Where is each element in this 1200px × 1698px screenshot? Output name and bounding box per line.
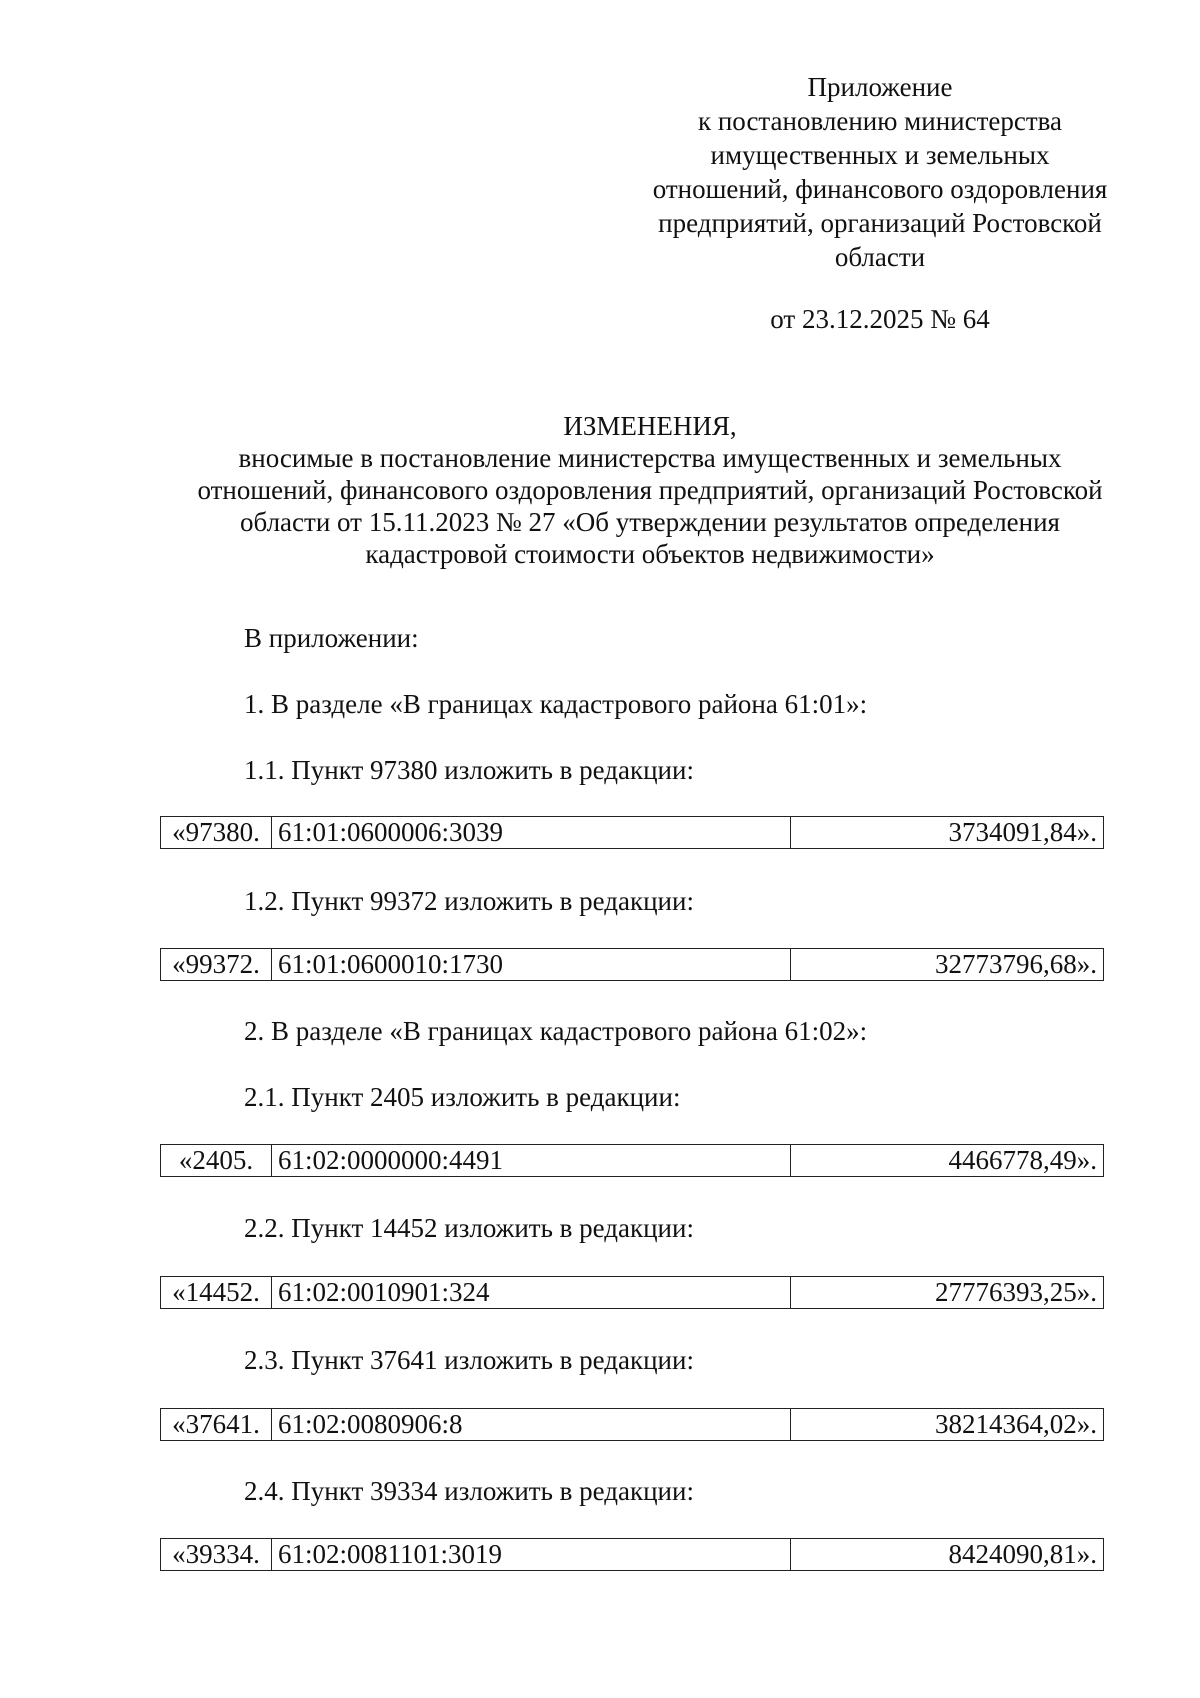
document-title [150,410,1150,570]
title-line: отношений, финансового оздоровления предприятий, организаций Ростовской [197,475,1103,505]
item-2-1: 2.1. Пункт 2405 изложить в редакции: [244,1082,681,1112]
row-number: «39334. [161,1539,272,1571]
appendix-line: отношений, финансового оздоровления [652,174,1108,204]
appendix-line: предприятий, организаций Ростовской [658,208,1102,238]
cadastral-value: 4466778,49». [791,1145,1104,1177]
row-number: «2405. [161,1145,272,1177]
section-1-heading: 1. В разделе «В границах кадастрового района 61:01»: [244,689,868,719]
title-line: области от 15.11.2023 № 27 «Об утверждении результатов определения [240,507,1060,537]
amendment-row-2-2 [160,1276,1104,1309]
title-heading: ИЗМЕНЕНИЯ, [563,411,737,441]
appendix-line: имущественных и земельных [710,140,1050,170]
title-line: кадастровой стоимости объектов недвижимости» [365,539,935,569]
amendment-row-2-3 [160,1408,1104,1441]
item-2-3: 2.3. Пункт 37641 изложить в редакции: [244,1345,694,1375]
cadastral-value: 27776393,25». [791,1277,1104,1309]
cadastral-number: 61:02:0010901:324 [272,1277,791,1309]
document-date: от 23.12.2025 № 64 [770,304,990,334]
amendment-row-1-1 [160,816,1104,849]
appendix-line: к постановлению министерства [697,106,1063,136]
item-1-1: 1.1. Пункт 97380 изложить в редакции: [244,755,694,785]
intro-paragraph: В приложении: [244,623,419,653]
cadastral-number: 61:01:0600006:3039 [272,817,791,849]
row-number: «37641. [161,1409,272,1441]
title-line: вносимые в постановление министерства имущественных и земельных [238,443,1062,473]
item-2-4: 2.4. Пункт 39334 изложить в редакции: [244,1476,694,1506]
appendix-line: области [834,242,926,272]
item-2-2: 2.2. Пункт 14452 изложить в редакции: [244,1213,694,1243]
section-2-heading: 2. В разделе «В границах кадастрового района 61:02»: [244,1016,868,1046]
cadastral-value: 3734091,84». [791,817,1104,849]
cadastral-number: 61:02:0000000:4491 [272,1145,791,1177]
item-1-2: 1.2. Пункт 99372 изложить в редакции: [244,886,694,916]
row-number: «99372. [161,949,272,981]
cadastral-value: 32773796,68». [791,949,1104,981]
row-number: «97380. [161,817,272,849]
cadastral-value: 8424090,81». [791,1539,1104,1571]
amendment-row-1-2 [160,948,1104,981]
cadastral-number: 61:02:0080906:8 [272,1409,791,1441]
amendment-row-2-4 [160,1538,1104,1571]
amendment-row-2-1 [160,1144,1104,1177]
cadastral-number: 61:01:0600010:1730 [272,949,791,981]
appendix-line: Приложение [807,72,953,102]
appendix-header [620,70,1140,274]
cadastral-number: 61:02:0081101:3019 [272,1539,791,1571]
row-number: «14452. [161,1277,272,1309]
cadastral-value: 38214364,02». [791,1409,1104,1441]
